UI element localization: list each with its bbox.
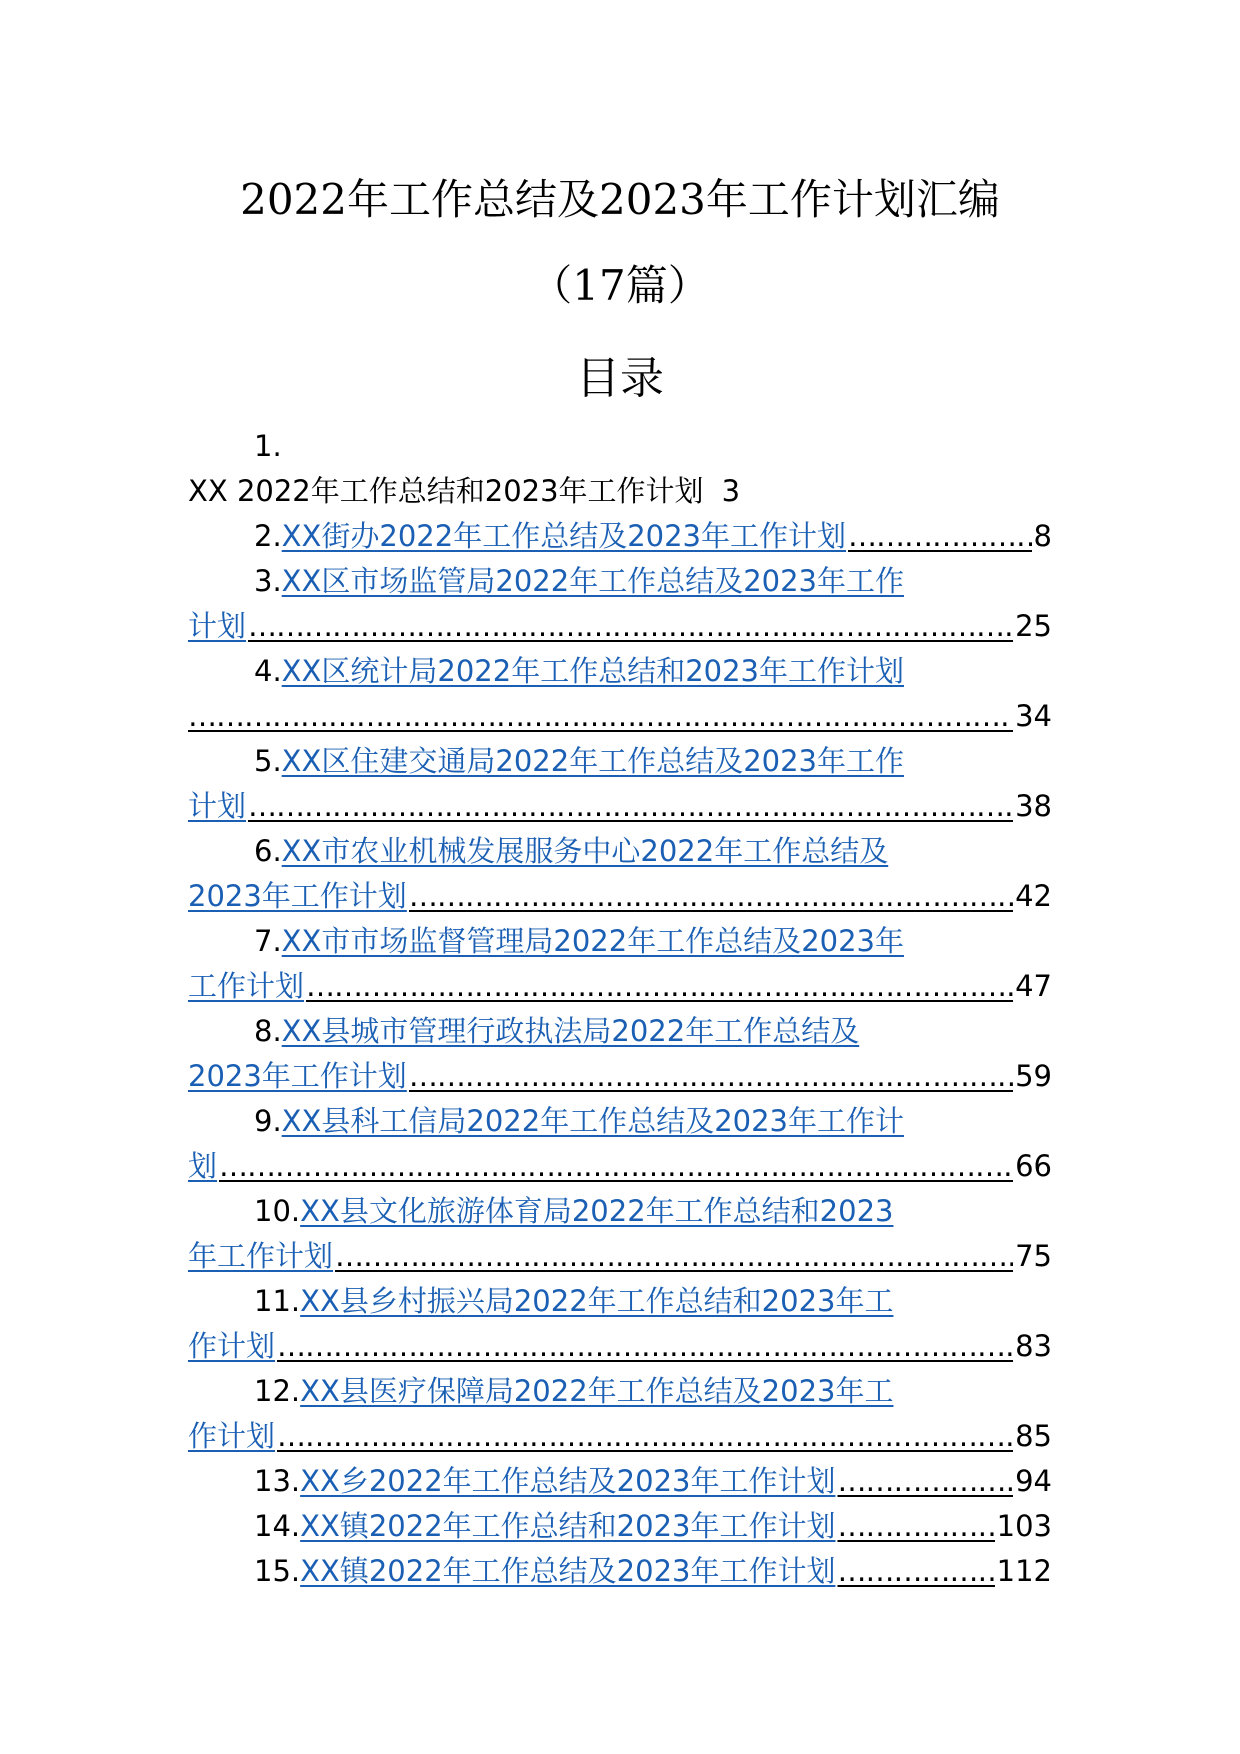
toc-entry-3 (188, 559, 1052, 649)
toc-entry-link-continued[interactable]: 2023年工作计划 (188, 1059, 407, 1093)
toc-leader-dots (188, 694, 1013, 739)
toc-entry-page: 94 (1015, 1464, 1052, 1498)
toc-entry-link-continued[interactable]: 计划 (188, 609, 247, 643)
toc-entry-link-continued[interactable]: 作计划 (188, 1419, 276, 1453)
toc-entry-4 (188, 649, 1052, 739)
toc-leader-dots (837, 1549, 994, 1594)
document-title: 2022年工作总结及2023年工作计划汇编 (240, 175, 1000, 224)
toc-entry-page: 34 (1015, 699, 1052, 733)
toc-entry-number: 9. (254, 1104, 282, 1138)
toc-leader-dots (306, 964, 1013, 1009)
toc-entry-12 (188, 1369, 1052, 1459)
toc-leader-dots (837, 1459, 1013, 1504)
toc-entry-link[interactable]: XX县乡村振兴局2022年工作总结和2023年工 (300, 1284, 894, 1318)
toc-entry-link[interactable]: XX县城市管理行政执法局2022年工作总结及 (281, 1014, 860, 1048)
toc-leader-dots (848, 514, 1032, 559)
toc-entry-number: 8. (254, 1014, 282, 1048)
toc-entry-page: 112 (996, 1554, 1052, 1588)
toc-leader-dots (219, 1144, 1013, 1189)
toc-entry-number: 1. (254, 429, 282, 463)
toc-entry-link[interactable]: XX县医疗保障局2022年工作总结及2023年工 (300, 1374, 894, 1408)
toc-entry-7 (188, 919, 1052, 1009)
toc-leader-dots (837, 1504, 994, 1549)
toc-entry-number: 13. (254, 1464, 301, 1498)
toc-heading: 目录 (576, 353, 664, 404)
toc-entry-link-continued[interactable]: 年工作计划 (188, 1239, 334, 1273)
toc-entry-link[interactable]: XX街办2022年工作总结及2023年工作计划 (281, 519, 847, 553)
toc-entry-number: 10. (254, 1194, 301, 1228)
toc-entry-10 (188, 1189, 1052, 1279)
toc-entry-link[interactable]: XX镇2022年工作总结及2023年工作计划 (300, 1554, 836, 1588)
toc-entry-link[interactable]: XX乡2022年工作总结及2023年工作计划 (300, 1464, 836, 1498)
toc-leader-dots (277, 1414, 1013, 1459)
toc-entry-number: 3. (254, 564, 282, 598)
toc-entry-number: 4. (254, 654, 282, 688)
toc-entry-link[interactable]: XX市农业机械发展服务中心2022年工作总结及 (281, 834, 889, 868)
toc-entry-link[interactable]: XX区市场监管局2022年工作总结及2023年工作 (281, 564, 905, 598)
toc-entry-6 (188, 829, 1052, 919)
toc-entry-15 (188, 1549, 1052, 1594)
toc-entry-link[interactable]: XX市市场监督管理局2022年工作总结及2023年 (281, 924, 905, 958)
toc-entry-page: 83 (1015, 1329, 1052, 1363)
toc-leader-dots (409, 1054, 1013, 1099)
toc-entry-number: 6. (254, 834, 282, 868)
toc-entry-page: 103 (996, 1509, 1052, 1543)
toc-entry-13 (188, 1459, 1052, 1504)
toc-entry-5 (188, 739, 1052, 829)
toc-entry-14 (188, 1504, 1052, 1549)
toc-entry-number: 7. (254, 924, 282, 958)
toc-leader-dots (409, 874, 1013, 919)
toc-entry-page: 59 (1015, 1059, 1052, 1093)
toc-entry-8 (188, 1009, 1052, 1099)
toc-leader-dots (277, 1324, 1013, 1369)
toc-entry-page: 3 (721, 474, 741, 508)
toc-entry-2 (188, 514, 1052, 559)
toc-entry-number: 15. (254, 1554, 301, 1588)
toc-entry-link-continued[interactable]: 划 (188, 1149, 218, 1183)
toc-entry-page: 42 (1015, 879, 1052, 913)
toc-entry-page: 66 (1015, 1149, 1052, 1183)
toc-entry-page: 75 (1015, 1239, 1052, 1273)
toc-entry-page: 8 (1033, 519, 1052, 553)
toc-entry-9 (188, 1099, 1052, 1189)
toc-entry-number: 12. (254, 1374, 301, 1408)
toc-entry-number: 11. (254, 1284, 301, 1318)
toc-entry-link[interactable]: XX镇2022年工作总结和2023年工作计划 (300, 1509, 836, 1543)
toc-leader-dots (335, 1234, 1013, 1279)
toc-entry-page: 38 (1015, 789, 1052, 823)
toc-entry-page: 25 (1015, 609, 1052, 643)
toc-entry-link-continued[interactable]: 2023年工作计划 (188, 879, 407, 913)
toc-entry-page: 47 (1015, 969, 1052, 1003)
toc-entry-link[interactable]: XX区统计局2022年工作总结和2023年工作计划 (281, 654, 905, 688)
toc-entry-link[interactable]: XX区住建交通局2022年工作总结及2023年工作 (281, 744, 905, 778)
toc-entry-page: 85 (1015, 1419, 1052, 1453)
toc-entry-link-continued[interactable]: 计划 (188, 789, 247, 823)
toc-entry-link[interactable]: XX县文化旅游体育局2022年工作总结和2023 (300, 1194, 894, 1228)
toc-entry-title: XX 2022年工作总结和2023年工作计划 (188, 474, 704, 508)
toc-entry-link-continued[interactable]: 工作计划 (188, 969, 305, 1003)
toc-entry-number: 5. (254, 744, 282, 778)
toc-entry-1 (188, 424, 1052, 514)
toc-leader-dots (248, 784, 1013, 829)
toc-entry-number: 2. (254, 519, 282, 553)
document-subtitle: （17篇） (530, 261, 710, 310)
toc-entry-link[interactable]: XX县科工信局2022年工作总结及2023年工作计 (281, 1104, 905, 1138)
toc-entry-11 (188, 1279, 1052, 1369)
table-of-contents (188, 424, 1052, 1594)
toc-entry-number: 14. (254, 1509, 301, 1543)
toc-entry-link-continued[interactable]: 作计划 (188, 1329, 276, 1363)
toc-leader-dots (248, 604, 1013, 649)
